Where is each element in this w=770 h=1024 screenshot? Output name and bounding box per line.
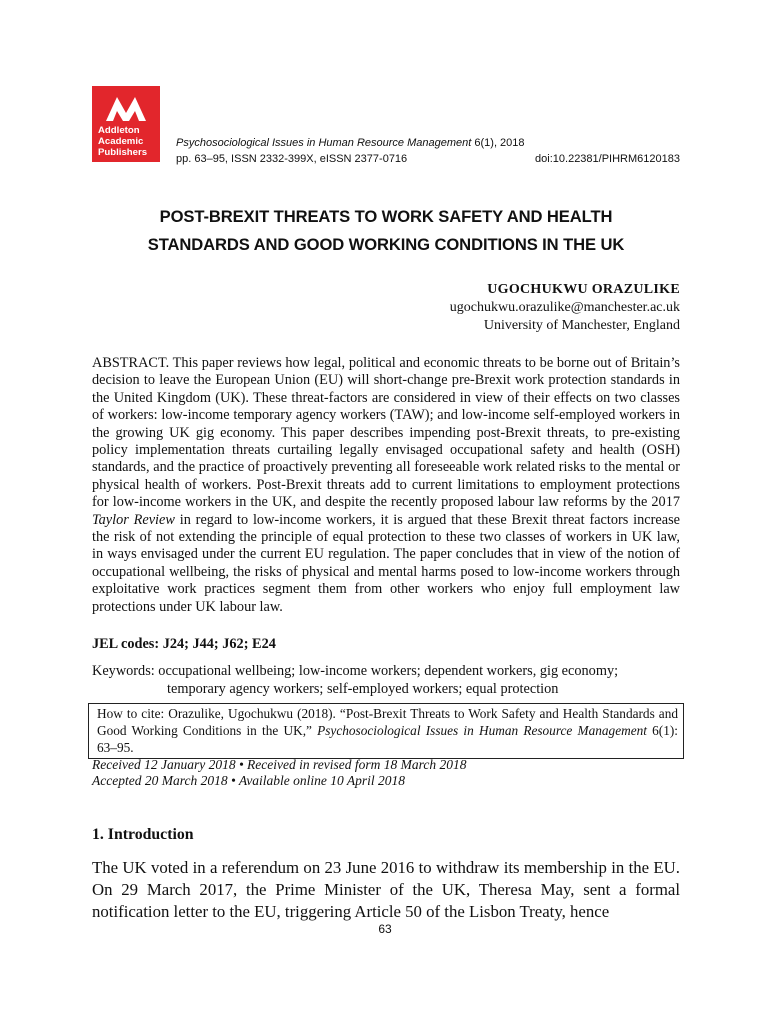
publisher-name bbox=[98, 125, 158, 158]
journal-meta-line bbox=[176, 151, 680, 167]
paper-title-line: POST-BREXIT THREATS TO WORK SAFETY AND HEALTH bbox=[159, 207, 613, 226]
citation-journal: Psychosociological Issues in Human Resource Management bbox=[317, 723, 647, 738]
publication-dates bbox=[92, 757, 680, 789]
publisher-name-line: Publishers bbox=[98, 147, 148, 158]
abstract-text: in regard to low-income workers, it is argued that these Brexit threat factors increase the risk of not extending the principle of equal protection to these two classes of workers in UK law, in ways envisaged under the current EU regulation. The paper concludes that in view of the notion of occupational wellbeing, the risks of physical and mental harms posed to low-income workers through exploitative work practices segment them from other workers who enjoy full employment law protections under UK labour law. bbox=[92, 511, 680, 615]
keywords-line: temporary agency workers; self-employed workers; equal protection bbox=[167, 681, 559, 697]
author-name: UGOCHUKWU ORAZULIKE bbox=[487, 282, 680, 297]
section-heading: 1. Introduction bbox=[92, 826, 194, 843]
body-paragraph: The UK voted in a referendum on 23 June 2016 to withdraw its membership in the EU. On 29 March 2017, the Prime Minister of the UK, Theresa May, sent a formal notification letter to the EU, triggering Article 50 of the Lisbon Treaty, hence bbox=[92, 858, 680, 921]
journal-citation-line bbox=[176, 135, 680, 151]
journal-header bbox=[176, 135, 680, 167]
paper-title bbox=[92, 203, 680, 259]
journal-name: Psychosociological Issues in Human Resource Management bbox=[176, 137, 472, 149]
abstract-text: ABSTRACT. This paper reviews how legal, political and economic threats to be borne out of Britain’s decision to leave the European Union (EU) will short-change pre-Brexit work protection standards in the United Kingdom (UK). These threat-factors are considered in view of their effects on two classes of workers: low-income temporary agency workers (TAW); and low-income self-employed workers in the growing UK gig economy. This paper describes impending post-Brexit threats, to pre-existing policy implementation threats curtailing legally envisaged occupational safety and health (OSH) standards, and the practice of proactively preventing all foreseeable work related risks to the mental or physical health of workers. Post-Brexit threats add to current limitations to employment protections for low-income workers in the UK, and despite the recently proposed labour law reforms by the 2017 bbox=[92, 355, 680, 511]
author-block bbox=[450, 281, 680, 335]
keywords bbox=[92, 662, 680, 698]
author-affiliation: University of Manchester, England bbox=[483, 318, 680, 333]
journal-pages-issn: pp. 63–95, ISSN 2332-399X, eISSN 2377-0716 bbox=[176, 153, 408, 165]
citation-text: 6(1): 63–95. bbox=[97, 723, 678, 755]
how-to-cite-box bbox=[88, 703, 684, 759]
dates-line: Received 12 January 2018 • Received in revised form 18 March 2018 bbox=[92, 757, 467, 772]
paper-title-line: STANDARDS AND GOOD WORKING CONDITIONS IN THE UK bbox=[147, 235, 625, 254]
journal-doi[interactable]: doi:10.22381/PIHRM6120183 bbox=[535, 153, 680, 165]
jel-codes: JEL codes: J24; J44; J62; E24 bbox=[92, 636, 276, 652]
author-email[interactable]: ugochukwu.orazulike@manchester.ac.uk bbox=[449, 300, 680, 315]
dates-line: Accepted 20 March 2018 • Available online 10 April 2018 bbox=[92, 773, 406, 788]
keywords-line: Keywords: occupational wellbeing; low-income workers; dependent workers, gig economy; bbox=[92, 663, 619, 679]
abstract bbox=[92, 355, 680, 616]
page-number: 63 bbox=[378, 922, 392, 936]
publisher-logo bbox=[92, 86, 160, 162]
citation-text: How to cite: Orazulike, Ugochukwu (2018). “Post-Brexit Threats to Work Safety and Health Standards and Good Working Conditions in the UK,” bbox=[97, 706, 678, 738]
journal-issue: 6(1), 2018 bbox=[471, 137, 525, 149]
abstract-italic-text: Taylor Review bbox=[92, 511, 175, 528]
publisher-name-line: Addleton bbox=[98, 125, 140, 136]
publisher-logo-icon bbox=[104, 94, 148, 122]
publisher-name-line: Academic bbox=[98, 136, 144, 147]
